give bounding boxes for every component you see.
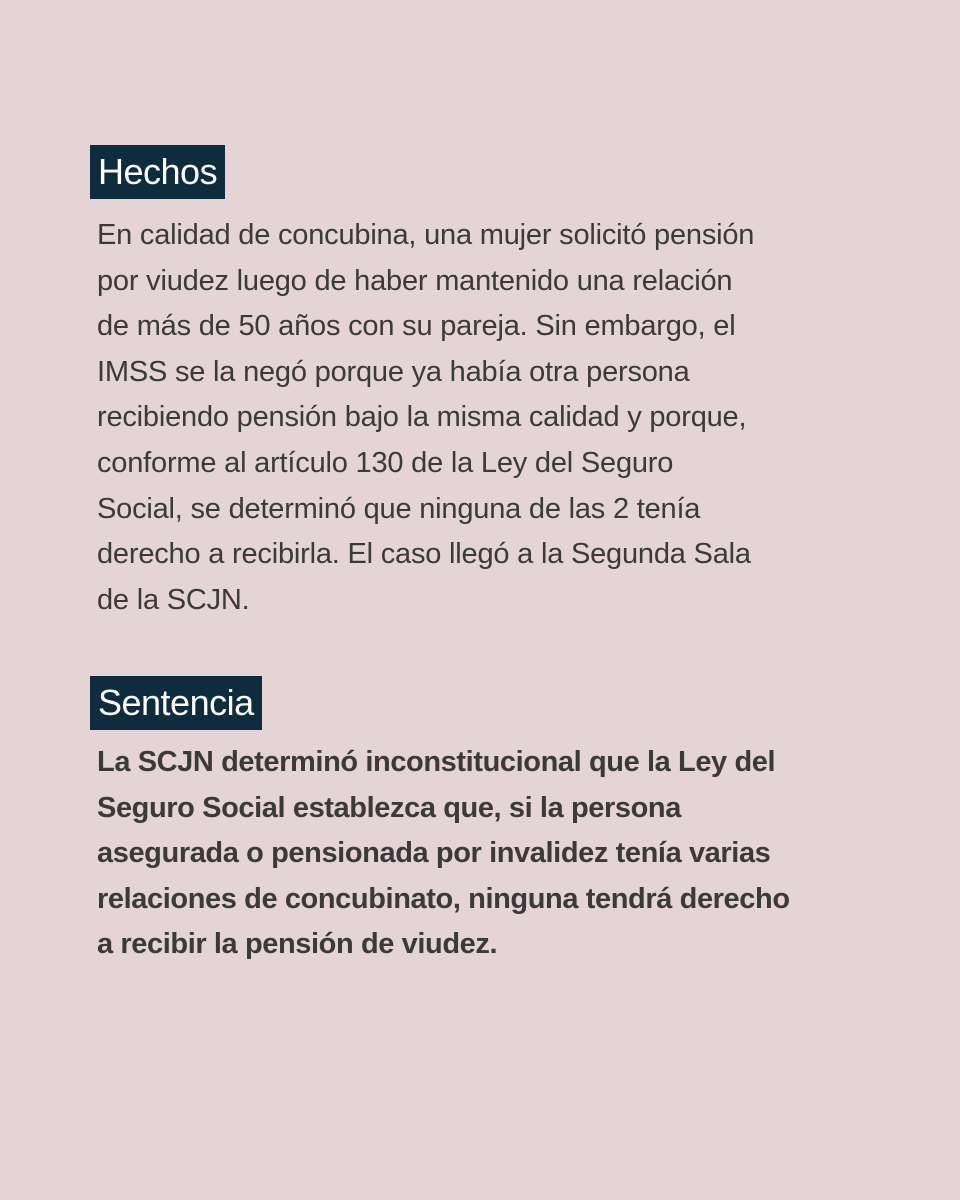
hechos-line: IMSS se la negó porque ya había otra persona (97, 355, 690, 388)
hechos-line: por viudez luego de haber mantenido una relación (97, 264, 733, 297)
sentencia-heading: Sentencia (90, 676, 262, 730)
sentencia-line: relaciones de concubinato, ninguna tendrá derecho (97, 882, 790, 915)
hechos-section (90, 145, 870, 623)
sentencia-line: a recibir la pensión de viudez. (97, 928, 498, 961)
sentencia-line: asegurada o pensionada por invalidez tenía varias (97, 837, 771, 870)
hechos-line: En calidad de concubina, una mujer solicitó pensión (97, 219, 755, 251)
hechos-paragraph (97, 213, 870, 623)
sentencia-line: La SCJN determinó inconstitucional que la Ley del (97, 746, 776, 778)
hechos-line: de más de 50 años con su pareja. Sin embargo, el (97, 310, 736, 343)
hechos-line: de la SCJN. (97, 583, 250, 616)
hechos-line: conforme al artículo 130 de la Ley del Seguro (97, 446, 674, 479)
hechos-line: Social, se determinó que ninguna de las 2 tenía (97, 492, 701, 525)
hechos-heading: Hechos (90, 145, 225, 199)
sentencia-paragraph (97, 740, 870, 968)
sentencia-line: Seguro Social establezca que, si la persona (97, 791, 681, 824)
hechos-line: recibiendo pensión bajo la misma calidad y porque, (97, 401, 747, 434)
hechos-line: derecho a recibirla. El caso llegó a la Segunda Sala (97, 538, 751, 571)
sentencia-section (90, 676, 870, 968)
